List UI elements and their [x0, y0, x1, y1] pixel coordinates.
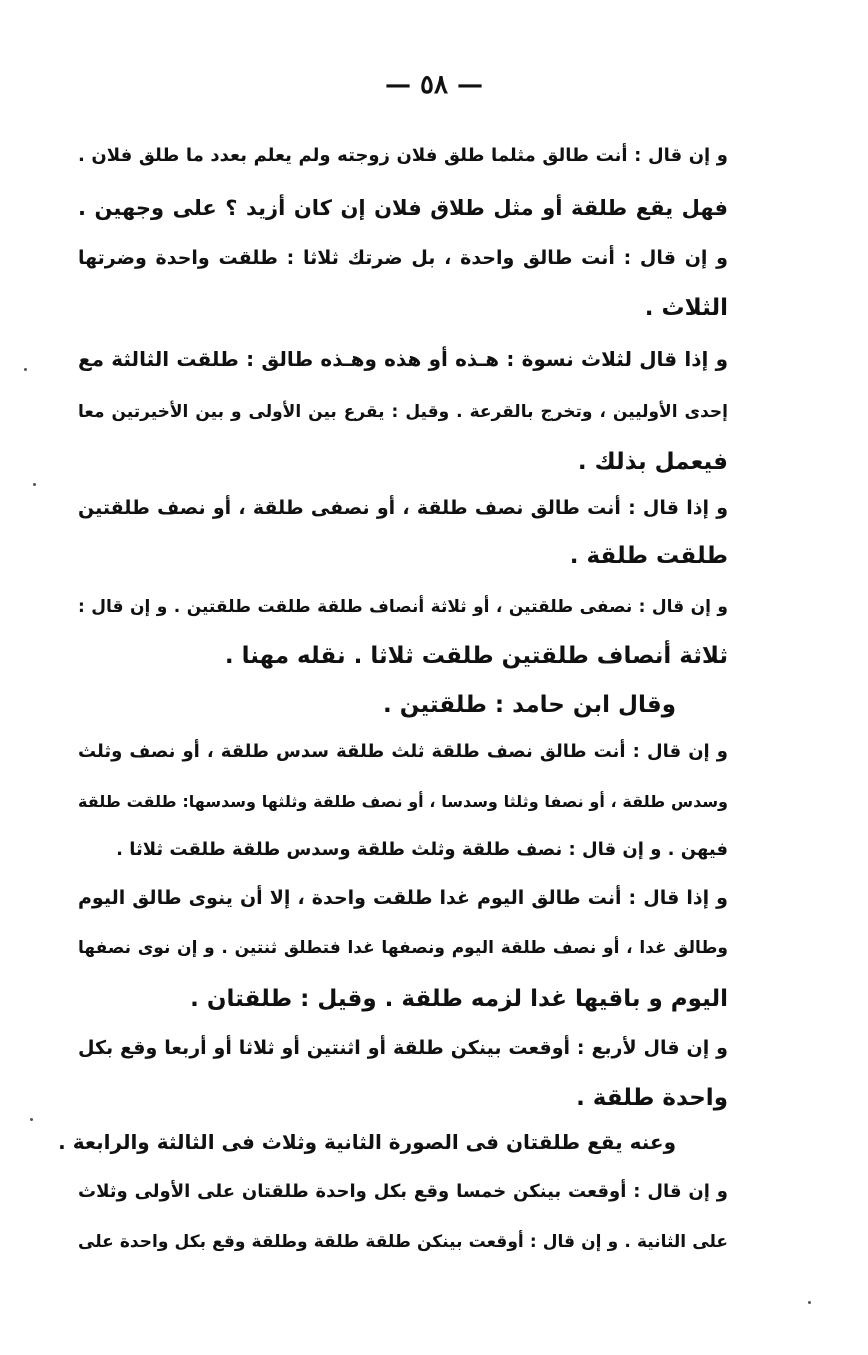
text-line: و إن قال : أنت طالق نصف طلقة ثلث طلقة سدس طلقة ، أو نصف وثلث	[78, 741, 728, 762]
scan-speck	[30, 1118, 33, 1121]
scan-speck	[33, 483, 36, 486]
text-line: واحدة طلقة .	[576, 1085, 728, 1111]
text-line: و إذا قال لثلاث نسوة : هـذه أو هذه وهـذه طالق : طلقت الثالثة مع	[78, 347, 728, 371]
text-line: وسدس طلقة ، أو نصفا وثلثا وسدسا ، أو نصف طلقة وثلثها وسدسها: طلقت طلقة	[78, 792, 728, 811]
text-line: الثلاث .	[644, 295, 728, 321]
page-number: — ٥٨ —	[384, 70, 484, 100]
text-line: فيهن . و إن قال : نصف طلقة وثلث طلقة وسدس طلقة طلقت ثلاثا .	[116, 839, 728, 860]
text-line: اليوم و باقيها غدا لزمه طلقة . وقيل : طلقتان .	[190, 986, 728, 1012]
scan-speck	[24, 368, 27, 371]
text-line: وعنه يقع طلقتان فى الصورة الثانية وثلاث فى الثالثة والرابعة .	[58, 1130, 676, 1154]
text-line: ثلاثة أنصاف طلقتين طلقت ثلاثا . نقله مهنا .	[224, 643, 728, 669]
text-line: وطالق غدا ، أو نصف طلقة اليوم ونصفها غدا فتطلق ثنتين . و إن نوى نصفها	[78, 938, 728, 958]
text-line: و إن قال : نصفى طلقتين ، أو ثلاثة أنصاف طلقة طلقت طلقتين . و إن قال :	[78, 597, 728, 617]
text-line: و إن قال : أوقعت بينكن خمسا وقع بكل واحدة طلقتان على الأولى وثلاث	[78, 1181, 728, 1202]
scan-speck	[808, 1301, 811, 1304]
text-line: وقال ابن حامد : طلقتين .	[383, 692, 676, 718]
text-line: و إذا قال : أنت طالق اليوم غدا طلقت واحدة ، إلا أن ينوى طالق اليوم	[78, 887, 728, 909]
text-line: فهل يقع طلقة أو مثل طلاق فلان إن كان أزيد ؟ على وجهين .	[78, 196, 728, 220]
text-line: على الثانية . و إن قال : أوقعت بينكن طلقة طلقة وطلقة وقع بكل واحدة على	[78, 1232, 728, 1252]
text-line: إحدى الأوليين ، وتخرج بالقرعة . وقيل : يقرع بين الأولى و بين الأخيرتين معا	[78, 402, 728, 422]
text-line: و إذا قال : أنت طالق نصف طلقة ، أو نصفى طلقة ، أو نصف طلقتين	[78, 497, 728, 519]
text-line: و إن قال : أنت طالق واحدة ، بل ضرتك ثلاثا : طلقت واحدة وضرتها	[78, 247, 728, 269]
text-line: فيعمل بذلك .	[577, 449, 728, 475]
text-line: طلقت طلقة .	[569, 543, 728, 569]
text-line: و إن قال لأربع : أوقعت بينكن طلقة أو اثنتين أو ثلاثا أو أربعا وقع بكل	[78, 1037, 728, 1059]
text-line: و إن قال : أنت طالق مثلما طلق فلان زوجته ولم يعلم بعدد ما طلق فلان .	[78, 145, 728, 166]
